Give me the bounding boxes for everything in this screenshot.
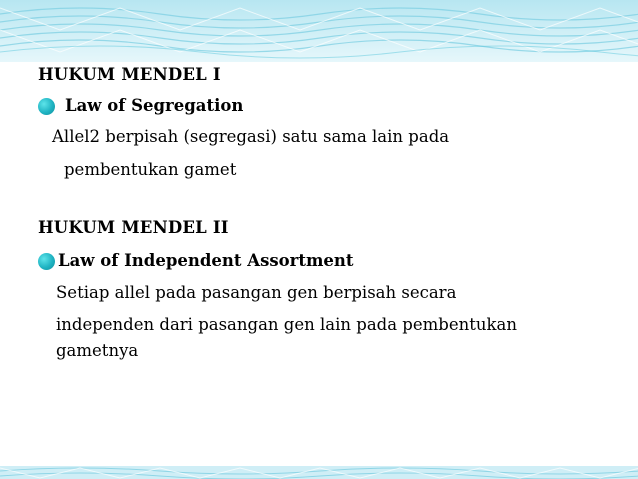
section2-body-line: independen dari pasangan gen lain pada pembentukan (56, 315, 517, 334)
section1-bullet-row (38, 95, 243, 117)
bullet-icon (38, 98, 55, 115)
section2-bullet-title: Law of Independent Assortment (58, 251, 354, 270)
section1-body-line: pembentukan gamet (64, 160, 237, 179)
footer-decoration (0, 465, 638, 479)
section2-bullet-row (38, 250, 354, 272)
section1-heading: HUKUM MENDEL I (38, 65, 221, 84)
section2-body-line: gametnya (56, 341, 139, 360)
footer-wave-pattern (0, 466, 638, 479)
section2-heading: HUKUM MENDEL II (38, 218, 229, 237)
section1-bullet-title: Law of Segregation (65, 96, 244, 115)
section2-body-line: Setiap allel pada pasangan gen berpisah secara (56, 283, 457, 302)
bullet-icon (38, 253, 55, 270)
section1-body-line: Allel2 berpisah (segregasi) satu sama lain pada (52, 127, 450, 146)
